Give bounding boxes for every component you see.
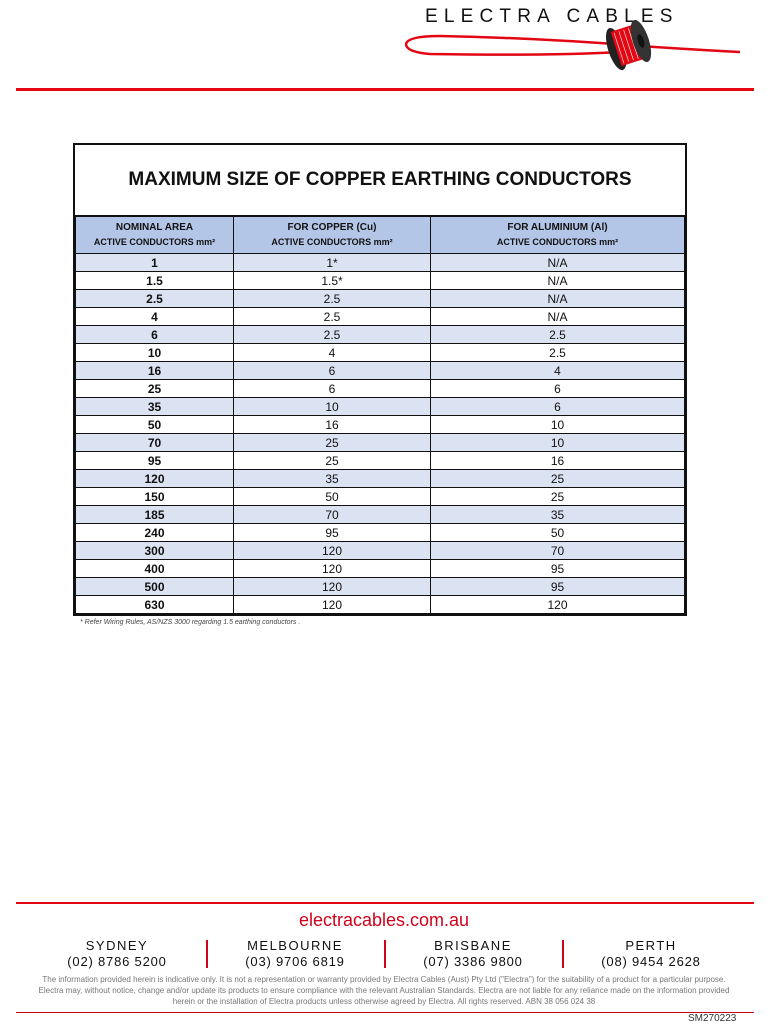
office-city: PERTH bbox=[625, 938, 677, 953]
header-aluminium bbox=[431, 217, 685, 254]
cell-aluminium: 2.5 bbox=[431, 326, 685, 344]
bottom-divider bbox=[16, 1012, 754, 1013]
cell-nominal-area: 400 bbox=[76, 560, 234, 578]
cell-copper: 120 bbox=[234, 578, 431, 596]
cell-nominal-area: 300 bbox=[76, 542, 234, 560]
office-phone: (07) 3386 9800 bbox=[423, 954, 523, 969]
cell-aluminium: 120 bbox=[431, 596, 685, 614]
cell-aluminium: 6 bbox=[431, 398, 685, 416]
cell-copper: 2.5 bbox=[234, 290, 431, 308]
table-row bbox=[76, 344, 685, 362]
cell-copper: 16 bbox=[234, 416, 431, 434]
cell-nominal-area: 6 bbox=[76, 326, 234, 344]
cell-aluminium: 16 bbox=[431, 452, 685, 470]
cell-copper: 50 bbox=[234, 488, 431, 506]
table-row bbox=[76, 470, 685, 488]
website-link[interactable]: electracables.com.au bbox=[298, 910, 470, 930]
cell-copper: 25 bbox=[234, 452, 431, 470]
office-phone: (02) 8786 5200 bbox=[67, 954, 167, 969]
cell-nominal-area: 70 bbox=[76, 434, 234, 452]
cell-aluminium: 4 bbox=[431, 362, 685, 380]
table-row bbox=[76, 506, 685, 524]
cell-nominal-area: 120 bbox=[76, 470, 234, 488]
cell-copper: 35 bbox=[234, 470, 431, 488]
office-city: SYDNEY bbox=[85, 938, 149, 953]
table-title: MAXIMUM SIZE OF COPPER EARTHING CONDUCTORS bbox=[75, 145, 685, 216]
cell-copper: 1* bbox=[234, 254, 431, 272]
header-divider bbox=[16, 88, 754, 91]
cell-nominal-area: 50 bbox=[76, 416, 234, 434]
header-sub: ACTIVE CONDUCTORS mm² bbox=[93, 237, 216, 247]
cell-nominal-area: 25 bbox=[76, 380, 234, 398]
table-row bbox=[76, 272, 685, 290]
table-row bbox=[76, 254, 685, 272]
office-list bbox=[28, 938, 740, 969]
table-row bbox=[76, 488, 685, 506]
cell-nominal-area: 35 bbox=[76, 398, 234, 416]
table-header-row bbox=[76, 217, 685, 254]
table-row bbox=[76, 416, 685, 434]
cell-nominal-area: 4 bbox=[76, 308, 234, 326]
table-row bbox=[76, 362, 685, 380]
header-main: FOR ALUMINIUM (Al) bbox=[507, 222, 608, 233]
office-sydney bbox=[28, 938, 206, 969]
cell-nominal-area: 95 bbox=[76, 452, 234, 470]
cell-aluminium: 70 bbox=[431, 542, 685, 560]
office-brisbane bbox=[384, 938, 562, 969]
cell-copper: 6 bbox=[234, 362, 431, 380]
office-perth bbox=[562, 938, 740, 969]
cell-aluminium: 2.5 bbox=[431, 344, 685, 362]
cell-copper: 120 bbox=[234, 596, 431, 614]
table-row bbox=[76, 542, 685, 560]
table-row bbox=[76, 596, 685, 614]
header-main: NOMINAL AREA bbox=[115, 222, 194, 233]
cell-copper: 1.5* bbox=[234, 272, 431, 290]
cell-nominal-area: 150 bbox=[76, 488, 234, 506]
table-body bbox=[76, 254, 685, 614]
cell-aluminium: 95 bbox=[431, 578, 685, 596]
footer-divider bbox=[16, 902, 754, 904]
cell-copper: 2.5 bbox=[234, 326, 431, 344]
header-copper bbox=[234, 217, 431, 254]
cell-copper: 95 bbox=[234, 524, 431, 542]
cell-aluminium: N/A bbox=[431, 272, 685, 290]
cell-copper: 10 bbox=[234, 398, 431, 416]
brand-name: ELECTRA CABLES bbox=[425, 6, 679, 27]
office-city: BRISBANE bbox=[434, 938, 512, 953]
cell-aluminium: 95 bbox=[431, 560, 685, 578]
cell-nominal-area: 630 bbox=[76, 596, 234, 614]
cell-copper: 120 bbox=[234, 542, 431, 560]
cell-copper: 2.5 bbox=[234, 308, 431, 326]
cell-aluminium: 10 bbox=[431, 434, 685, 452]
header-sub: ACTIVE CONDUCTORS mm² bbox=[496, 237, 619, 247]
header-nominal-area bbox=[76, 217, 234, 254]
office-city: MELBOURNE bbox=[247, 938, 343, 953]
table-row bbox=[76, 380, 685, 398]
header-sub: ACTIVE CONDUCTORS mm² bbox=[271, 237, 393, 247]
cell-nominal-area: 240 bbox=[76, 524, 234, 542]
table-row bbox=[76, 524, 685, 542]
table-row bbox=[76, 560, 685, 578]
cable-reel-logo-icon bbox=[400, 20, 760, 82]
cell-nominal-area: 10 bbox=[76, 344, 234, 362]
cell-aluminium: 6 bbox=[431, 380, 685, 398]
cell-nominal-area: 16 bbox=[76, 362, 234, 380]
office-melbourne bbox=[206, 938, 384, 969]
table-footnote: * Refer Wiring Rules, AS/NZS 3000 regarding 1.5 earthing conductors . bbox=[80, 619, 301, 626]
table-row bbox=[76, 308, 685, 326]
cell-aluminium: 25 bbox=[431, 470, 685, 488]
cell-nominal-area: 185 bbox=[76, 506, 234, 524]
cell-aluminium: N/A bbox=[431, 308, 685, 326]
cell-nominal-area: 500 bbox=[76, 578, 234, 596]
cell-aluminium: N/A bbox=[431, 254, 685, 272]
cell-nominal-area: 1 bbox=[76, 254, 234, 272]
cell-copper: 70 bbox=[234, 506, 431, 524]
table-row bbox=[76, 290, 685, 308]
cell-copper: 120 bbox=[234, 560, 431, 578]
table-row bbox=[76, 434, 685, 452]
table-row bbox=[76, 398, 685, 416]
table-row bbox=[76, 326, 685, 344]
office-phone: (03) 9706 6819 bbox=[245, 954, 345, 969]
cell-aluminium: 35 bbox=[431, 506, 685, 524]
cell-aluminium: 50 bbox=[431, 524, 685, 542]
table-row bbox=[76, 452, 685, 470]
cell-aluminium: N/A bbox=[431, 290, 685, 308]
legal-disclaimer: The information provided herein is indicative only. It is not a representation or warranty provided by Electra Cables (Aust) Pty Ltd ("Electra") for the suitability of a product for a particular purpose. Electra may, without notice, change and/or update its products to ensure compliance with the relevant Australian Standards. Electra are not liable for any reliance made on the information provided herein or the installation of Electra products unless otherwise agreed by Electra. All rights reserved. ABN 38 056 024 38 bbox=[38, 975, 730, 1006]
document-code: SM270223 bbox=[688, 1013, 737, 1024]
cell-nominal-area: 1.5 bbox=[76, 272, 234, 290]
header-main: FOR COPPER (Cu) bbox=[287, 222, 377, 233]
page-header bbox=[0, 0, 768, 95]
data-table bbox=[75, 216, 685, 614]
cell-copper: 25 bbox=[234, 434, 431, 452]
cell-copper: 6 bbox=[234, 380, 431, 398]
cell-aluminium: 25 bbox=[431, 488, 685, 506]
cell-copper: 4 bbox=[234, 344, 431, 362]
cell-aluminium: 10 bbox=[431, 416, 685, 434]
earthing-conductors-table bbox=[73, 143, 687, 616]
cell-nominal-area: 2.5 bbox=[76, 290, 234, 308]
office-phone: (08) 9454 2628 bbox=[601, 954, 701, 969]
table-row bbox=[76, 578, 685, 596]
